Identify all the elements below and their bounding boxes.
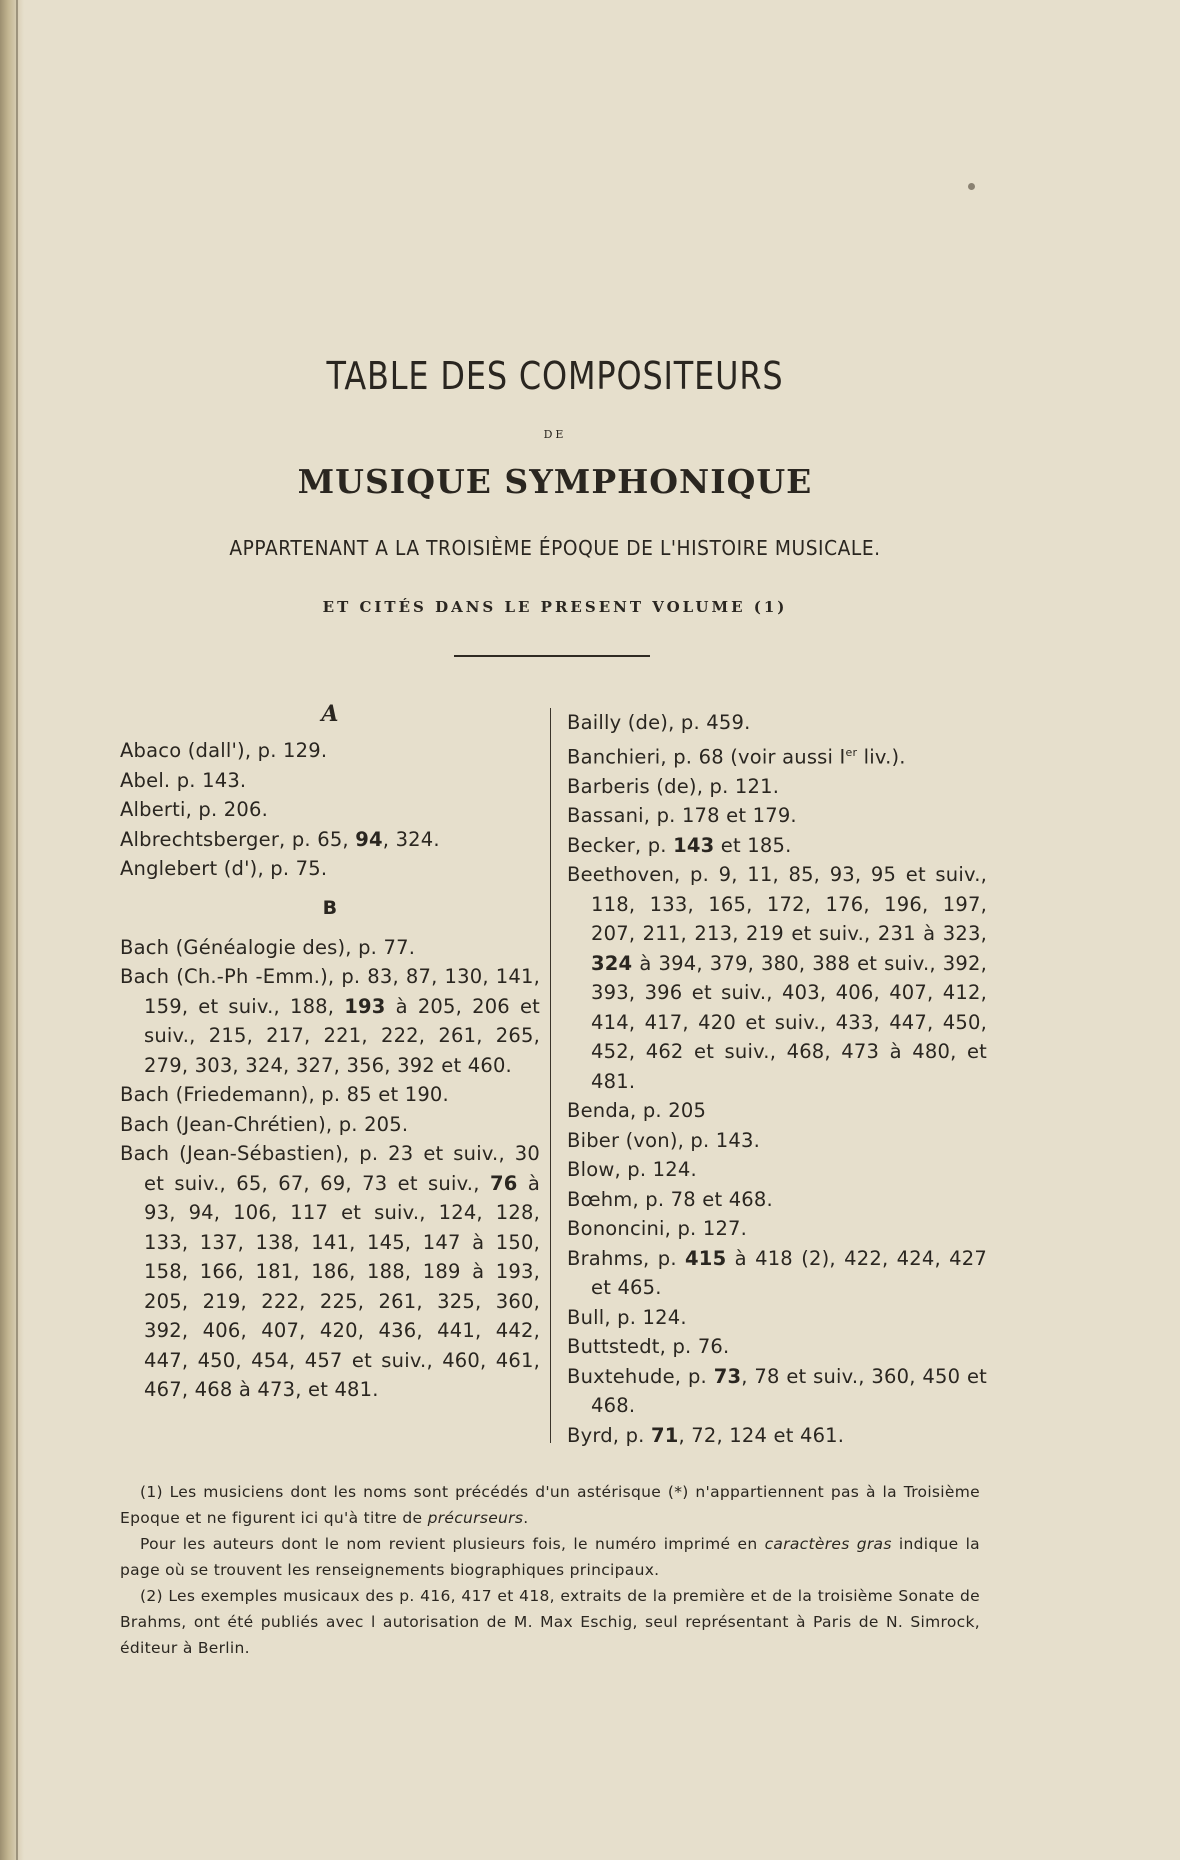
title-description: APPARTENANT A LA TROISIÈME ÉPOQUE DE L'HISTOIRE MUSICALE. [229,536,881,560]
footnote-2: (2) Les exemples musicaux des p. 416, 417 et 418, extraits de la première et de la troisième Sonate de Brahms, ont été publiés avec l autorisation de M. Max Eschig, seul représentant à Paris de N. Simrock, éditeur à Berlin. [120,1587,980,1657]
bold-page-ref: 415 [685,1246,727,1270]
index-entry: Banchieri, p. 68 (voir aussi Ier liv.). [567,745,906,768]
index-entry: Byrd, p. 71, 72, 124 et 461. [567,1423,845,1447]
index-column-left [120,701,540,1405]
bold-page-ref: 73 [713,1364,742,1388]
index-entry: Becker, p. 143 et 185. [567,833,792,857]
footnote-1: (1) Les musiciens dont les noms sont précédés d'un astérisque (*) n'appartiennent pas à la Troisième Epoque et ne figurent ici qu'à titre de précurseurs. [120,1483,980,1527]
index-entry: Brahms, p. 415 à 418 (2), 422, 424, 427 et 465. [567,1246,987,1299]
title-note: ET CITÉS DANS LE PRESENT VOLUME (1) [322,598,788,616]
title-divider [454,655,650,657]
index-entry: Bach (Généalogie des), p. 77. [120,935,416,959]
footnotes [120,1479,980,1661]
page-title: TABLE DES COMPOSITEURS [326,354,784,398]
bold-page-ref: 143 [673,833,715,857]
index-entry: Buttstedt, p. 76. [567,1335,730,1358]
index-entry: Abaco (dall'), p. 129. [120,739,328,762]
bold-page-ref: 324 [591,951,633,975]
book-spine-shadow [0,0,24,1860]
page-speck [968,183,975,190]
index-entry: Albrechtsberger, p. 65, 94, 324. [120,827,440,851]
index-entry: Alberti, p. 206. [120,798,269,821]
index-entry: Bach (Friedemann), p. 85 et 190. [120,1083,449,1106]
index-column-right [567,708,987,1450]
bold-page-ref: 71 [650,1423,679,1447]
index-entry: Buxtehude, p. 73, 78 et suiv., 360, 450 et 468. [567,1364,988,1417]
bold-page-ref: 193 [344,994,386,1018]
section-letter-b: B [322,896,338,919]
bold-page-ref: 76 [489,1171,518,1195]
page-subtitle: MUSIQUE SYMPHONIQUE [297,462,813,501]
index-entry: Bœhm, p. 78 et 468. [567,1187,773,1211]
index-entry: Bach (Jean-Chrétien), p. 205. [120,1112,409,1136]
index-entry: Beethoven, p. 9, 11, 85, 93, 95 et suiv., 118, 133, 165, 172, 176, 196, 197, 207, 211, 213, 219 et suiv., 231 à 323, 324 à 394, 379, 380, 388 et suiv., 392, 393, 396 et suiv., 403, 406, 407, 412, 414, 417, 420 et suiv., 433, 447, 450, 452, 462 et suiv., 468, 473 à 480, et 481. [567,863,987,1093]
bold-page-ref: 94 [355,827,383,851]
index-entry: Bach (Ch.-Ph -Emm.), p. 83, 87, 130, 141, 159, et suiv., 188, 193 à 205, 206 et suiv., 215, 217, 221, 222, 261, 265, 279, 303, 324, 327, 356, 392 et 460. [120,965,540,1077]
index-entry: Blow, p. 124. [567,1158,697,1181]
index-entry: Benda, p. 205 [567,1099,707,1122]
index-entry: Abel. p. 143. [120,768,247,792]
index-entry: Bailly (de), p. 459. [567,711,751,734]
index-entry: Bassani, p. 178 et 179. [567,804,797,827]
index-entry: Bull, p. 124. [567,1305,687,1329]
section-letter-a: A [321,701,339,727]
title-connector: DE [543,428,567,441]
index-entry: Bononcini, p. 127. [567,1217,748,1240]
book-gutter-line [16,0,18,1860]
footnote-bold-explanation: Pour les auteurs dont le nom revient plusieurs fois, le numéro imprimé en caractères gras indique la page où se trouvent les renseignements biographiques principaux. [120,1535,980,1579]
index-entry: Biber (von), p. 143. [567,1128,761,1152]
index-entry: Bach (Jean-Sébastien), p. 23 et suiv., 30 et suiv., 65, 67, 69, 73 et suiv., 76 à 93, 94, 106, 117 et suiv., 124, 128, 133, 137, 138, 141, 145, 147 à 150, 158, 166, 181, 186, 188, 189 à 193, 205, 219, 222, 225, 261, 325, 360, 392, 406, 407, 420, 436, 441, 442, 447, 450, 454, 457 et suiv., 460, 461, 467, 468 à 473, et 481. [120,1142,540,1401]
index-entry: Anglebert (d'), p. 75. [120,857,328,880]
index-entry: Barberis (de), p. 121. [567,774,780,798]
column-divider [550,708,551,1443]
